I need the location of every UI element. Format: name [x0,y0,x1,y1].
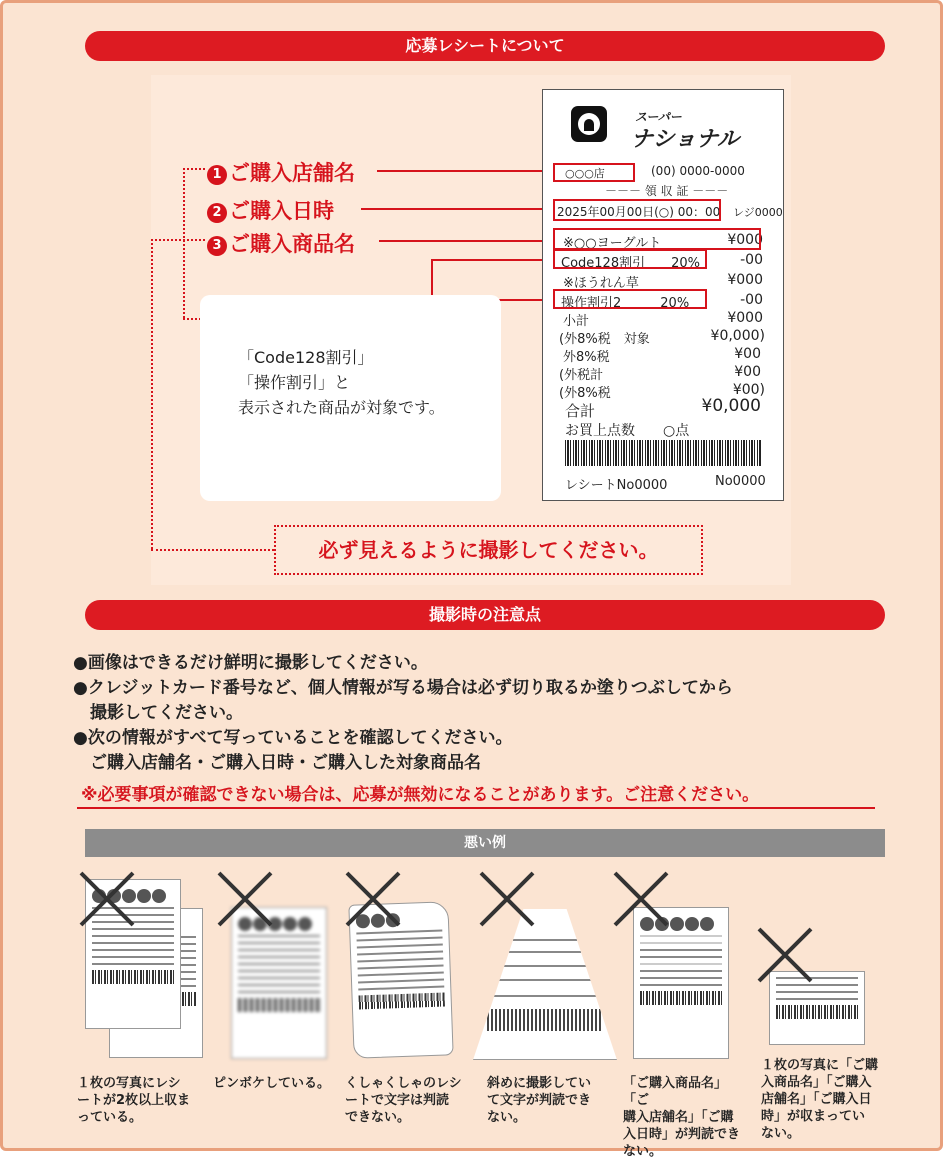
receipt-phone: (00) 0000-0000 [651,164,745,178]
dotted-connector [183,168,185,318]
store-logo-icon [571,106,607,142]
brand-large: ナショナル [631,127,740,152]
brand-small: スーパー [635,110,682,124]
section-header-cautions: 撮影時の注意点 [85,600,885,630]
receipt-total-value: ¥0,000 [701,396,761,416]
x-mark-icon [755,925,815,985]
receipt-item-name: 小計 [563,314,590,329]
receipt-item-name: ※ほうれん草 [563,276,639,291]
receipt-item-name: (外税計 [559,368,604,383]
receipt-item-name: 外8%税 [563,350,610,365]
discount-note-line: 「Code128割引」 [238,348,374,367]
highlight-store [553,163,635,182]
receipt-footer-left: レシートNo0000 [565,478,668,493]
bad-example-caption: 「ご購入商品名」「ご 購入店舗名」「ご購 入日時」が判読でき ない。 [623,1076,741,1159]
receipt-item-price: -00 [740,292,763,308]
dotted-connector [183,168,205,170]
receipt-total-label: 合計 [565,402,596,420]
dotted-connector [151,549,274,551]
bad-example-caption: 斜めに撮影してい て文字が判読でき ない。 [487,1076,592,1125]
x-mark-icon [477,869,537,929]
caution-note: 撮影してください。 [73,703,243,723]
dotted-connector [151,239,205,241]
caution-note: ●クレジットカード番号など、個人情報が写る場合は必ず切り取るか塗りつぶしてから [73,678,733,698]
caution-note: ご購入店舗名・ご購入日時・ご購入した対象商品名 [73,753,481,773]
highlight-datetime [553,199,721,221]
highlight-discount-2 [553,289,707,309]
label-purchase-datetime: 2 ご購入日時 [207,195,334,225]
receipt-item-name: ※○○ヨーグルト [563,236,662,251]
receipt-item-count: お買上点数 ○点 [565,423,690,439]
connector-line [431,259,555,261]
invalid-warning: ※必要事項が確認できない場合は、応募が無効になることがあります。ご注意ください。 [81,785,760,805]
receipt-item-price: ¥0,000) [710,328,765,344]
bad-examples-header: 悪い例 [85,829,885,857]
bad-example-caption: １枚の写真に「ご購 入商品名」「ご購入 店舗名」「ご購入日 時」が収まってい ない。 [761,1058,879,1141]
barcode-icon [565,440,761,466]
receipt-item-price: ¥000 [727,232,763,248]
x-mark-icon [77,869,137,929]
connector-line [377,170,555,172]
receipt-item-name: (外8%税 [559,386,611,401]
discount-note-box [200,295,501,501]
bad-example-receipt [473,909,617,1060]
section-header-receipt: 応募レシートについて [85,31,885,61]
label-product-name: 3 ご購入商品名 [207,228,355,258]
receipt-item-name: (外8%税 対象 [559,332,650,347]
bad-example-caption: １枚の写真にレシ ートが2枚以上収ま っている。 [77,1076,191,1125]
receipt-register: レジ0000 [733,206,783,219]
receipt-item-price: ¥00) [732,382,765,398]
connector-line [379,240,555,242]
must-visible-note: 必ず見えるように撮影してください。 [274,525,703,575]
receipt-item-price: ¥00 [734,364,761,380]
connector-line [361,208,555,210]
x-mark-icon [215,869,275,929]
discount-note-line: 「操作割引」と [238,373,351,392]
label-store-name: 1 ご購入店舗名 [207,157,355,187]
bad-example-caption: くしゃくしゃのレシ ートで文字は判読 できない。 [345,1076,462,1125]
caution-note: ●次の情報がすべて写っていることを確認してください。 [73,728,513,748]
highlight-product [553,228,761,250]
receipt-datetime: 2025年00月00日(○) 00：00 [557,205,721,219]
discount-note-line: 表示された商品が対象です。 [238,398,445,417]
receipt-item-name: Code128割引 20% [561,256,700,271]
caution-note: ●画像はできるだけ鮮明に撮影してください。 [73,653,428,673]
receipt-item-price: ¥000 [727,272,763,288]
bad-example-caption: ピンボケしている。 [213,1076,331,1091]
receipt-footer-right: No0000 [715,474,766,489]
receipt-item-price: -00 [740,252,763,268]
x-mark-icon [343,869,403,929]
bad-example-receipt [633,907,729,1059]
receipt-item-price: ¥00 [734,346,761,362]
dotted-connector [151,239,153,549]
receipt-title: －－－ 領 収 証 －－－ [605,184,729,198]
x-mark-icon [611,869,671,929]
receipt-item-name: 操作割引2 20% [561,296,690,311]
bad-example-receipt [231,907,327,1059]
warning-underline [77,807,875,809]
receipt-item-price: ¥000 [727,310,763,326]
highlight-discount-1 [553,249,707,269]
receipt-store: ○○○店 [565,167,605,180]
